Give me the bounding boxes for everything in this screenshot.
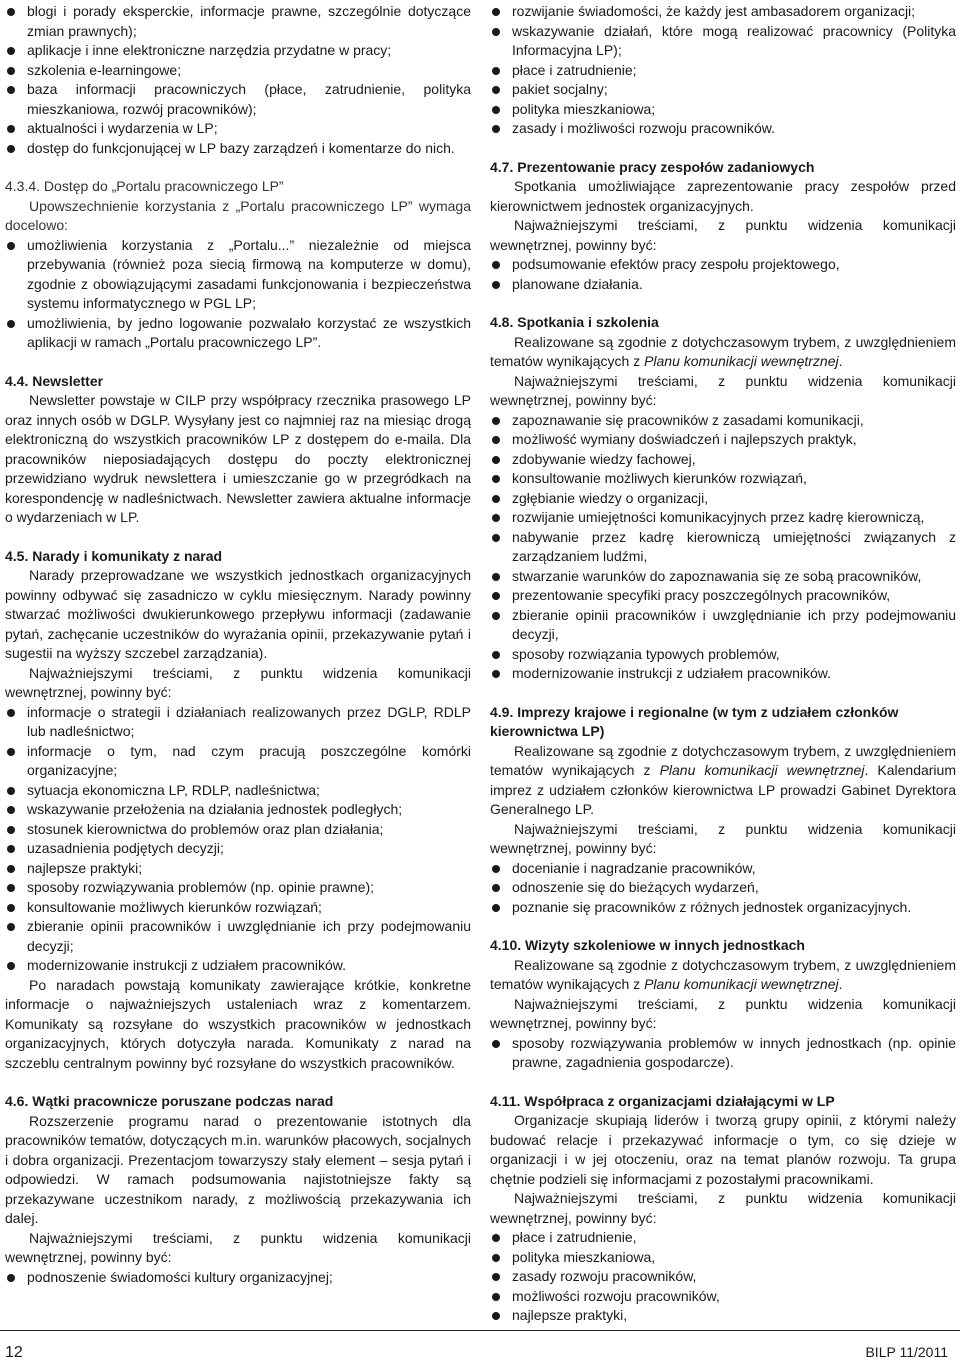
list-item: planowane działania.	[490, 275, 956, 295]
publication-issue: BILP 11/2011	[865, 1344, 948, 1360]
section-heading-4-5: 4.5. Narady i komunikaty z narad	[5, 547, 223, 564]
paragraph: Najważniejszymi treściami, z punktu widzenia komunikacji wewnętrznej, powinny być:	[5, 664, 471, 700]
section-heading-4-4: 4.4. Newsletter	[5, 372, 104, 389]
list-item: pakiet socjalny;	[490, 80, 956, 100]
section-heading-4-6: 4.6. Wątki pracownicze poruszane podczas narad	[5, 1093, 334, 1109]
list-item: baza informacji pracowniczych (płace, zatrudnienie, polityka mieszkaniowa, rozwój pracowników);	[5, 80, 471, 119]
list-item: informacje o tym, nad czym pracują poszczególne komórki organizacyjne;	[5, 742, 471, 781]
list-item: konsultowanie możliwych kierunków rozwiązań,	[490, 469, 956, 489]
paragraph: Realizowane są zgodnie z dotychczasowym trybem, z uwzględnieniem tematów wynikających z Planu komunikacji wewnętrznej. Kalendarium imprez z udziałem członków kierownictwa LP prowadzi Gabinet Dyrektora Generalnego LP.	[490, 742, 956, 817]
list-item: blogi i porady eksperckie, informacje prawne, szczególnie dotyczące zmian prawnych);	[5, 2, 471, 41]
paragraph: Upowszechnienie korzystania z „Portalu pracowniczego LP” wymaga docelowo:	[5, 197, 471, 233]
list-item: umożliwienia korzystania z „Portalu...” niezależnie od miejsca przebywania (również poza siecią firmową na komputerze w domu), zgodnie z obowiązującymi zasadami funkcjonowania i bezpieczeństwa systemu informatycznego w PGL LP;	[5, 236, 471, 314]
list-item: stwarzanie warunków do zapoznawania się ze sobą pracowników,	[490, 567, 956, 587]
list-item: wskazywanie przełożenia na działania jednostek podległych;	[5, 800, 471, 820]
list-item: zbieranie opinii pracowników i uwzględnianie ich przy podejmowaniu decyzji,	[490, 606, 956, 645]
paragraph: Najważniejszymi treściami, z punktu widzenia komunikacji wewnętrznej, powinny być:	[490, 1190, 956, 1226]
paragraph: Najważniejszymi treściami, z punktu widzenia komunikacji wewnętrznej, powinny być:	[490, 995, 956, 1031]
list-item: wskazywanie działań, które mogą realizować pracownicy (Polityka Informacyjna LP);	[490, 22, 956, 61]
list-item: zdobywanie wiedzy fachowej,	[490, 450, 956, 470]
bullet-list	[490, 255, 956, 294]
section-heading-4-11: 4.11. Współpraca z organizacjami działającymi w LP	[490, 1092, 835, 1109]
bullet-list	[490, 1034, 956, 1073]
list-item: sposoby rozwiązania typowych problemów,	[490, 645, 956, 665]
bullet-list-portal-content	[5, 2, 471, 158]
left-column	[5, 2, 471, 1287]
list-item: podnoszenie świadomości kultury organizacyjnej;	[5, 1268, 471, 1288]
list-item: modernizowanie instrukcji z udziałem pracowników.	[490, 664, 956, 684]
paragraph: Realizowane są zgodnie z dotychczasowym trybem, z uwzględnieniem tematów wynikających z Planu komunikacji wewnętrznej.	[490, 333, 956, 369]
list-item: zasady i możliwości rozwoju pracowników.	[490, 119, 956, 139]
bullet-list	[5, 1268, 471, 1288]
list-item: szkolenia e-learningowe;	[5, 61, 471, 81]
bullet-list	[5, 703, 471, 976]
list-item: polityka mieszkaniowa,	[490, 1248, 956, 1268]
paragraph: Najważniejszymi treściami, z punktu widzenia komunikacji wewnętrznej, powinny być:	[5, 1229, 471, 1265]
paragraph: Spotkania umożliwiające zaprezentowanie pracy zespołów przed kierownictwem jednostek organizacyjnych.	[490, 178, 956, 214]
paragraph: Narady przeprowadzane we wszystkich jednostkach organizacyjnych powinny odbywać się zasadniczo w cyklu miesięcznym. Narady powinny stwarzać możliwości dwukierunkowego przepływu informacji (zadawanie pytań, zachęcanie uczestników do wyrażania opinii, przekazywanie pytań i sugestii na wyższy szczebel zarządzania).	[5, 567, 471, 661]
paragraph: Najważniejszymi treściami, z punktu widzenia komunikacji wewnętrznej, powinny być:	[490, 217, 956, 253]
list-item: polityka mieszkaniowa;	[490, 100, 956, 120]
bullet-list	[5, 236, 471, 353]
list-item: aplikacje i inne elektroniczne narzędzia przydatne w pracy;	[5, 41, 471, 61]
list-item: modernizowanie instrukcji z udziałem pracowników.	[5, 956, 471, 976]
paragraph: Najważniejszymi treściami, z punktu widzenia komunikacji wewnętrznej, powinny być:	[490, 372, 956, 408]
list-item: sposoby rozwiązywania problemów (np. opinie prawne);	[5, 878, 471, 898]
list-item: prezentowanie specyfiki pracy poszczególnych pracowników,	[490, 586, 956, 606]
list-item: zasady rozwoju pracowników,	[490, 1267, 956, 1287]
list-item: rozwijanie umiejętności komunikacyjnych przez kadrę kierowniczą,	[490, 508, 956, 528]
list-item: poznanie się pracowników z różnych jednostek organizacyjnych.	[490, 898, 956, 918]
section-heading-4-3-4: 4.3.4. Dostęp do „Portalu pracowniczego LP”	[5, 178, 284, 194]
right-column	[490, 2, 956, 1326]
list-item: umożliwienia, by jedno logowanie pozwalało korzystać ze wszystkich aplikacji w ramach „Portalu pracowniczego LP”.	[5, 314, 471, 353]
list-item: nabywanie przez kadrę kierowniczą umiejętności związanych z zarządzaniem ludźmi,	[490, 528, 956, 567]
list-item: najlepsze praktyki;	[5, 859, 471, 879]
list-item: zgłębianie wiedzy o organizacji,	[490, 489, 956, 509]
list-item: uzasadnienia podjętych decyzji;	[5, 839, 471, 859]
list-item: możliwości rozwoju pracowników,	[490, 1287, 956, 1307]
section-heading-4-8: 4.8. Spotkania i szkolenia	[490, 314, 659, 330]
list-item: stosunek kierownictwa do problemów oraz plan działania;	[5, 820, 471, 840]
list-item: rozwijanie świadomości, że każdy jest ambasadorem organizacji;	[490, 2, 956, 22]
paragraph: Organizacje skupiają liderów i tworzą grupy opinii, z którymi należy budować relacje i przekazywać informacje o tym, co się dzieje w organizacji i w jej otoczeniu, oraz na temat planów rozwoju. Ta grupa chętnie podzieli się informacjami z pozostałymi pracownikami.	[490, 1112, 956, 1187]
paragraph: Najważniejszymi treściami, z punktu widzenia komunikacji wewnętrznej, powinny być:	[490, 820, 956, 856]
bullet-list	[490, 2, 956, 139]
page-footer	[0, 1330, 960, 1361]
section-heading-4-9: 4.9. Imprezy krajowe i regionalne (w tym z udziałem członków kierownictwa LP)	[490, 703, 899, 739]
list-item: najlepsze praktyki,	[490, 1306, 956, 1326]
list-item: konsultowanie możliwych kierunków rozwiązań;	[5, 898, 471, 918]
list-item: płace i zatrudnienie,	[490, 1228, 956, 1248]
bullet-list	[490, 859, 956, 918]
list-item: podsumowanie efektów pracy zespołu projektowego,	[490, 255, 956, 275]
list-item: zapoznawanie się pracowników z zasadami komunikacji,	[490, 411, 956, 431]
list-item: odnoszenie się do bieżących wydarzeń,	[490, 878, 956, 898]
list-item: sposoby rozwiązywania problemów w innych jednostkach (np. opinie prawne, zagadnienia gospodarcze).	[490, 1034, 956, 1073]
paragraph: Newsletter powstaje w CILP przy współpracy rzecznika prasowego LP oraz innych osób w DGLP. Wysyłany jest co najmniej raz na miesiąc drogą elektroniczną do wszystkich pracowników LP z dostępem do e-maila. Dla pracowników nieposiadających dostępu do poczty elektronicznej przewidziano wydruk newslettera i umieszczanie go w przegródkach na korespondencję w nadleśnictwach. Newsletter zawiera aktualne informacje o wydarzeniach w LP.	[5, 392, 471, 525]
paragraph: Realizowane są zgodnie z dotychczasowym trybem, z uwzględnieniem tematów wynikających z Planu komunikacji wewnętrznej.	[490, 956, 956, 992]
bullet-list	[490, 411, 956, 684]
bullet-list	[490, 1228, 956, 1326]
paragraph: Po naradach powstają komunikaty zawierające krótkie, konkretne informacje o najważniejszych ustaleniach wraz z komentarzem. Komunikaty są rozsyłane do wszystkich pracowników w jednostkach organizacyjnych, których dotyczyła narada. Komunikaty z narad na szczeblu centralnym powinny być rozsyłane do wszystkich pracowników.	[5, 976, 471, 1071]
section-heading-4-7: 4.7. Prezentowanie pracy zespołów zadaniowych	[490, 158, 815, 175]
section-heading-4-10: 4.10. Wizyty szkoleniowe w innych jednostkach	[490, 937, 805, 953]
list-item: aktualności i wydarzenia w LP;	[5, 119, 471, 139]
page-number: 12	[5, 1344, 23, 1361]
list-item: docenianie i nagradzanie pracowników,	[490, 859, 956, 879]
list-item: zbieranie opinii pracowników i uwzględnianie ich przy podejmowaniu decyzji;	[5, 917, 471, 956]
paragraph: Rozszerzenie programu narad o prezentowanie istotnych dla pracowników tematów, dotyczących m.in. warunków płacowych, socjalnych i dobra organizacji. Prezentacjom towarzyszy stały element – sesja pytań i odpowiedzi. W ramach podsumowania najistotniejsze fakty są przekazywane uczestnikom narady, z możliwością przekazywania ich dalej.	[5, 1112, 471, 1226]
list-item: możliwość wymiany doświadczeń i najlepszych praktyk,	[490, 430, 956, 450]
list-item: sytuacja ekonomiczna LP, RDLP, nadleśnictwa;	[5, 781, 471, 801]
list-item: płace i zatrudnienie;	[490, 61, 956, 81]
list-item: dostęp do funkcjonującej w LP bazy zarządzeń i komentarze do nich.	[5, 139, 471, 159]
list-item: informacje o strategii i działaniach realizowanych przez DGLP, RDLP lub nadleśnictwo;	[5, 703, 471, 742]
